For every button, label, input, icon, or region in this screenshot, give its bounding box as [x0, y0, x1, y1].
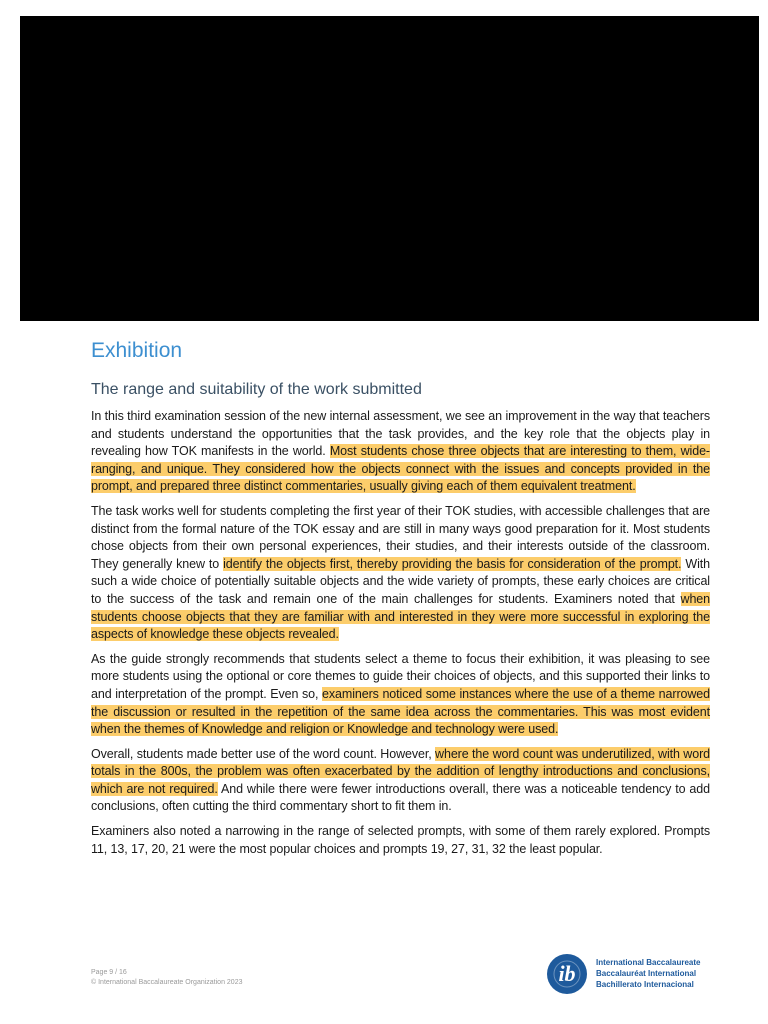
highlighted-text: examiners noticed some instances where the use of a theme narrowed the discussion or resulted in the repetition of the same idea across the commentaries. This was most evident when the themes of Knowledge and religion or Knowledge and technology were used.: [91, 686, 710, 737]
logo-line-fr: Baccalauréat International: [596, 969, 697, 978]
highlighted-text: when students choose objects that they are familiar with and interested in they were more successful in exploring the aspects of knowledge these objects revealed.: [91, 591, 710, 642]
paragraph: [91, 651, 710, 739]
highlighted-text: where the word count was underutilized, with word totals in the 800s, the problem was often exacerbated by the addition of lengthy introductions and conclusions, which are not required.: [91, 746, 710, 796]
paragraph-text: With such a wide choice of potentially suitable objects and the wide variety of prompts, these early choices are critical to the success of the task and remain one of the main challenges for students. Examiners noted that: [91, 556, 711, 606]
copyright-notice: © International Baccalaureate Organization 2023: [91, 979, 243, 986]
highlighted-text: identify the objects first, thereby providing the basis for consideration of the prompt.: [223, 556, 682, 571]
page-number: Page 9 / 16: [91, 969, 127, 976]
ib-logo-mark-text: ib: [558, 961, 576, 986]
main-content: [91, 336, 710, 865]
body-text: [91, 408, 710, 858]
ib-logo-icon: [546, 953, 588, 995]
highlighted-text: Most students chose three objects that are interesting to them, wide-ranging, and unique. They considered how the objects connect with the issues and concepts provided in the prompt, and prepared three distinct commentaries, usually giving each of them equivalent treatment.: [91, 444, 710, 494]
header-image: [20, 16, 759, 321]
subsection-title: The range and suitability of the work submitted: [91, 381, 422, 398]
page-footer: [91, 968, 242, 988]
paragraph: [91, 823, 710, 858]
ib-logo: [546, 953, 726, 997]
ib-logo-text: [596, 957, 700, 990]
logo-line-es: Bachillerato Internacional: [596, 980, 694, 989]
paragraph-text: And while there were fewer introductions overall, there was a noticeable tendency to add conclusions, often cutting the third commentary short to fit them in.: [91, 781, 710, 814]
section-title: Exhibition: [91, 339, 183, 362]
paragraph-text: As the guide strongly recommends that students select a theme to focus their exhibition, it was pleasing to see more students using the optional or core themes to guide their choices of objects, and this supported their links to and interpretation of the prompt. Even so,: [91, 651, 710, 701]
paragraph: [91, 746, 710, 816]
paragraph-text: The task works well for students completing the first year of their TOK studies, with accessible challenges that are distinct from the formal nature of the TOK essay and are still in many ways good preparation for it. Most students chose objects from their own personal experiences, their studies, and their interests outside of the classroom. They generally knew to: [91, 503, 710, 571]
paragraph: [91, 503, 710, 644]
logo-line-en: International Baccalaureate: [596, 958, 701, 967]
paragraph-text: Examiners also noted a narrowing in the range of selected prompts, with some of them rarely explored. Prompts 11, 13, 17, 20, 21 were the most popular choices and prompts 19, 27, 31, 32 the least popular.: [91, 824, 710, 856]
paragraph-text: In this third examination session of the new internal assessment, we see an improvement in the way that teachers and students understand the opportunities that the task provides, and the key role that the objects play in revealing how TOK manifests in the world.: [91, 409, 710, 459]
paragraph-text: Overall, students made better use of the word count. However,: [91, 746, 436, 761]
paragraph: [91, 408, 710, 496]
